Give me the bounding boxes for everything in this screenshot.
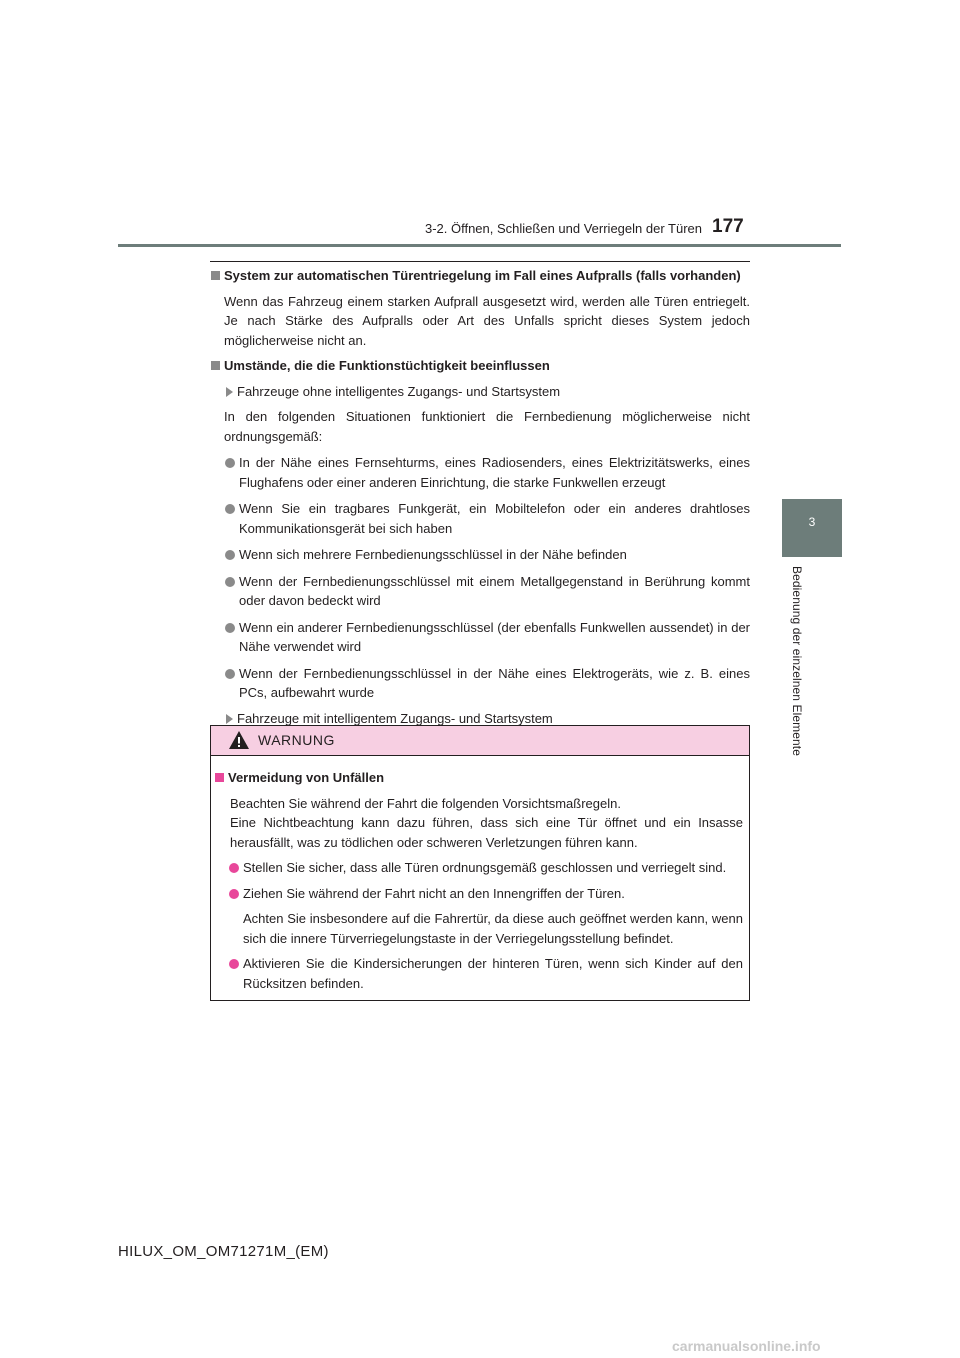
warning-box [210, 725, 750, 1001]
warning-heading-text: Vermeidung von Unfällen [228, 770, 385, 785]
watermark: carmanualsonline.info [672, 1338, 821, 1354]
square-bullet-icon [211, 271, 220, 280]
triangle-arrow-icon [226, 387, 233, 397]
page-number: 177 [712, 216, 744, 237]
circle-bullet-icon [225, 504, 235, 514]
warning-list-item-text: Stellen Sie sicher, dass alle Türen ordnungsgemäß geschlossen und verriegelt sind. [243, 860, 727, 875]
list-item [210, 545, 750, 565]
circle-bullet-icon [225, 577, 235, 587]
section-heading-text: System zur automatischen Türentriegelung im Fall eines Aufpralls (falls vorhanden) [224, 268, 741, 283]
subheading-text: Fahrzeuge mit intelligentem Zugangs- und Startsystem [237, 710, 553, 726]
square-bullet-icon [215, 773, 224, 782]
section-heading [210, 356, 750, 376]
warning-paragraph: Beachten Sie während der Fahrt die folgenden Vorsichtsmaßregeln. [230, 795, 621, 811]
warning-list-item [214, 954, 743, 993]
list-item [210, 453, 750, 492]
circle-bullet-icon [225, 623, 235, 633]
subheading-text: Fahrzeuge ohne intelligentes Zugangs- und Startsystem [237, 383, 561, 399]
warning-list-item-text: Ziehen Sie während der Fahrt nicht an den Innengriffen der Türen. [243, 885, 625, 901]
warning-heading [214, 768, 743, 788]
warning-header [211, 726, 749, 756]
section-heading-text: Umstände, die die Funktionstüchtigkeit beeinflussen [224, 358, 550, 373]
chapter-number: 3 [808, 515, 816, 529]
warning-note: Achten Sie insbesondere auf die Fahrertür, da diese auch geöffnet werden kann, wenn sich die innere Türverriegelungstaste in der Verriegelungsstellung befindet. [243, 911, 743, 946]
square-bullet-icon [211, 361, 220, 370]
list-item-text: Wenn ein anderer Fernbedienungsschlüssel (der ebenfalls Funkwellen aussendet) in der Nähe verwendet wird [239, 619, 750, 654]
list-item [210, 499, 750, 538]
warning-list-item [214, 858, 743, 878]
content-top-rule [210, 261, 750, 262]
running-header-title: 3-2. Öffnen, Schließen und Verriegeln der Türen [424, 221, 702, 236]
circle-bullet-icon [225, 669, 235, 679]
section-heading [210, 266, 750, 286]
list-item-text: Wenn sich mehrere Fernbedienungsschlüssel in der Nähe befinden [239, 547, 627, 562]
list-item [210, 664, 750, 703]
warning-list-item-text: Aktivieren Sie die Kindersicherungen der hinteren Türen, wenn sich Kinder auf den Rücksitzen befinden. [243, 956, 743, 991]
list-item-text: Wenn der Fernbedienungsschlüssel mit einem Metallgegenstand in Berührung kommt oder davon bedeckt wird [239, 573, 750, 608]
header-rule [118, 244, 841, 247]
main-content [210, 266, 750, 754]
paragraph: In den folgenden Situationen funktioniert die Fernbedienung möglicherweise nicht ordnungsgemäß: [224, 409, 750, 444]
warning-body [211, 756, 749, 993]
list-item [210, 618, 750, 657]
circle-bullet-icon [229, 863, 239, 873]
warning-triangle-icon [228, 730, 250, 755]
document-code: HILUX_OM_OM71271M_(EM) [118, 1243, 329, 1260]
paragraph: Wenn das Fahrzeug einem starken Aufprall ausgesetzt wird, werden alle Türen entriegelt. Je nach Stärke des Aufpralls oder Art des Unfalls spricht dieses System jedoch möglicherweise nicht an. [224, 293, 750, 348]
warning-paragraph: Eine Nichtbeachtung kann dazu führen, dass sich eine Tür öffnet und ein Insasse herausfällt, was zu tödlichen oder schweren Verletzungen führen kann. [230, 815, 743, 850]
subheading [210, 382, 750, 402]
circle-bullet-icon [225, 458, 235, 468]
chapter-side-title: Bedienung der einzelnen Elemente [790, 566, 804, 757]
list-item [210, 572, 750, 611]
circle-bullet-icon [229, 889, 239, 899]
chapter-tab [782, 499, 842, 557]
warning-list-item [214, 884, 743, 904]
circle-bullet-icon [225, 550, 235, 560]
circle-bullet-icon [229, 959, 239, 969]
triangle-arrow-icon [226, 714, 233, 724]
list-item-text: In der Nähe eines Fernsehturms, eines Radiosenders, eines Elektrizitätswerks, eines Flughafens oder einer anderen Einrichtung, die starke Funkwellen erzeugt [239, 455, 750, 490]
list-item-text: Wenn der Fernbedienungsschlüssel in der Nähe eines Elektrogeräts, wie z. B. eines PCs, aufbewahrt wurde [239, 665, 750, 700]
warning-title: WARNUNG [258, 732, 335, 748]
list-item-text: Wenn Sie ein tragbares Funkgerät, ein Mobiltelefon oder ein anderes drahtloses Kommunikationsgerät bei sich haben [239, 501, 750, 536]
